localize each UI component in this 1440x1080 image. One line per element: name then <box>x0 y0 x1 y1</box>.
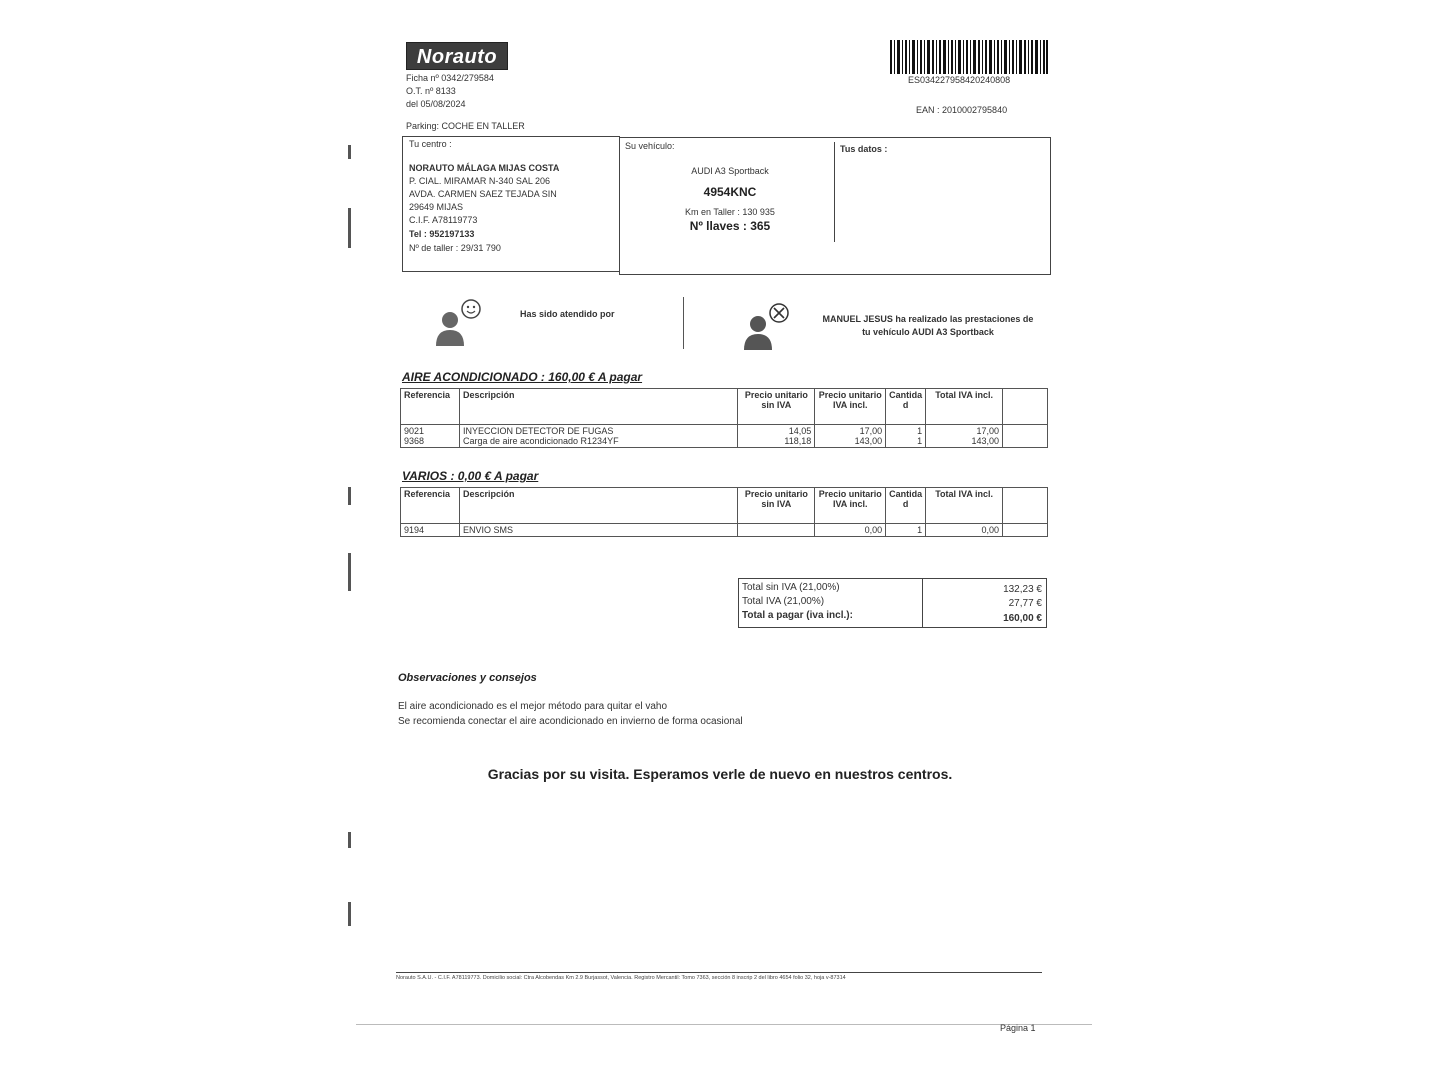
centro-address-3: 29649 MIJAS <box>409 202 464 212</box>
centro-cif: C.I.F. A78119773 <box>409 215 478 225</box>
col-qty: Cantida d <box>886 389 926 425</box>
row-unit-con: 17,00 143,00 <box>815 425 886 448</box>
col-total: Total IVA incl. <box>926 389 1003 425</box>
centro-name: NORAUTO MÁLAGA MIJAS COSTA <box>409 163 560 173</box>
row-qty: 1 1 <box>886 425 926 448</box>
row-total: 0,00 <box>926 524 1003 537</box>
row-desc: ENVIO SMS <box>459 524 737 537</box>
footer-rule <box>396 972 1042 973</box>
total-iva-label: Total IVA (21,00%) <box>742 596 825 607</box>
col-total: Total IVA incl. <box>926 488 1003 524</box>
bottom-rule <box>356 1024 1092 1025</box>
col-ref: Referencia <box>401 389 460 425</box>
vehiculo-km: Km en Taller : 130 935 <box>685 207 775 217</box>
aire-items-table <box>400 388 1048 448</box>
datos-label: Tus datos : <box>840 144 888 154</box>
parking-status: Parking: COCHE EN TALLER <box>406 121 525 131</box>
col-qty: Cantida d <box>886 488 926 524</box>
row-empty <box>1003 425 1048 448</box>
datos-divider <box>834 142 835 242</box>
thanks-message: Gracias por su visita. Esperamos verle de nuevo en nuestros centros. <box>487 766 953 782</box>
scan-mark <box>348 145 351 159</box>
scan-mark <box>348 487 351 505</box>
col-desc: Descripción <box>459 488 737 524</box>
scan-mark <box>348 832 351 848</box>
row-unit-sin: 14,05 118,18 <box>738 425 815 448</box>
section-aire-title: AIRE ACONDICIONADO : 160,00 € A pagar <box>402 370 643 384</box>
row-ref: 9021 9368 <box>401 425 460 448</box>
vehiculo-model: AUDI A3 Sportback <box>691 166 769 176</box>
centro-address-2: AVDA. CARMEN SAEZ TEJADA SIN <box>409 189 557 199</box>
advisor-icon <box>434 298 486 346</box>
col-unit-sin: Precio unitario sin IVA <box>738 389 815 425</box>
total-iva-value: 27,77 € <box>1008 598 1042 609</box>
scan-mark <box>348 208 351 248</box>
row-qty: 1 <box>886 524 926 537</box>
table-row <box>401 524 1048 537</box>
observaciones-line-2: Se recomienda conectar el aire acondicionado en invierno de forma ocasional <box>398 716 743 727</box>
total-sin-iva-label: Total sin IVA (21,00%) <box>742 582 840 593</box>
row-unit-con: 0,00 <box>815 524 886 537</box>
mechanic-icon <box>742 302 794 350</box>
ot-number: O.T. nº 8133 <box>406 86 456 96</box>
row-unit-sin <box>738 524 815 537</box>
centro-taller-number: Nº de taller : 29/31 790 <box>409 243 501 253</box>
vehiculo-label: Su vehículo: <box>625 141 675 151</box>
centro-phone: Tel : 952197133 <box>409 229 475 239</box>
col-unit-con: Precio unitario IVA incl. <box>815 488 886 524</box>
centro-address-1: P. CIAL. MIRAMAR N-340 SAL 206 <box>409 176 551 186</box>
attended-by-text: Has sido atendido por <box>520 309 615 319</box>
ean-code: EAN : 2010002795840 <box>916 105 1008 115</box>
col-empty <box>1003 488 1048 524</box>
total-pagar-value: 160,00 € <box>1003 613 1042 624</box>
totals-divider <box>922 578 923 628</box>
centro-label: Tu centro : <box>409 139 452 149</box>
row-total: 17,00 143,00 <box>926 425 1003 448</box>
row-empty <box>1003 524 1048 537</box>
total-sin-iva-value: 132,23 € <box>1003 584 1042 595</box>
observaciones-title: Observaciones y consejos <box>398 672 537 684</box>
vehiculo-keys: Nº llaves : 365 <box>689 219 771 233</box>
attention-divider <box>683 297 684 349</box>
total-pagar-label: Total a pagar (iva incl.): <box>742 610 853 621</box>
col-desc: Descripción <box>459 389 737 425</box>
col-unit-sin: Precio unitario sin IVA <box>738 488 815 524</box>
row-desc: INYECCION DETECTOR DE FUGAS Carga de aire acondicionado R1234YF <box>459 425 737 448</box>
mechanic-text: MANUEL JESUS ha realizado las prestaciones de tu vehículo AUDI A3 Sportback <box>822 314 1034 337</box>
row-ref: 9194 <box>401 524 460 537</box>
varios-items-table <box>400 487 1048 537</box>
observaciones-line-1: El aire acondicionado es el mejor método para quitar el vaho <box>398 701 668 712</box>
norauto-logo: Norauto <box>406 42 508 70</box>
col-ref: Referencia <box>401 488 460 524</box>
document-date: del 05/08/2024 <box>406 99 466 109</box>
col-unit-con: Precio unitario IVA incl. <box>815 389 886 425</box>
barcode-icon <box>890 40 1048 74</box>
scan-mark <box>348 553 351 591</box>
col-empty <box>1003 389 1048 425</box>
table-row <box>401 425 1048 448</box>
ficha-number: Ficha nº 0342/279584 <box>406 73 494 83</box>
section-varios-title: VARIOS : 0,00 € A pagar <box>402 469 539 483</box>
scan-mark <box>348 902 351 926</box>
page-number: Página 1 <box>1000 1023 1036 1033</box>
barcode-text: ES034227958420240808 <box>908 75 1011 85</box>
footer-legal: Norauto S.A.U. - C.I.F. A78119773. Domicilio social: Ctra Alcobendas Km 2.9 Burjassot, Valencia. Registro Mercantil: Tomo 7363, sección 8 inscrip 2 del libro 4654 folio 32, hoja v-87314 <box>396 975 846 981</box>
vehiculo-plate: 4954KNC <box>703 185 757 199</box>
